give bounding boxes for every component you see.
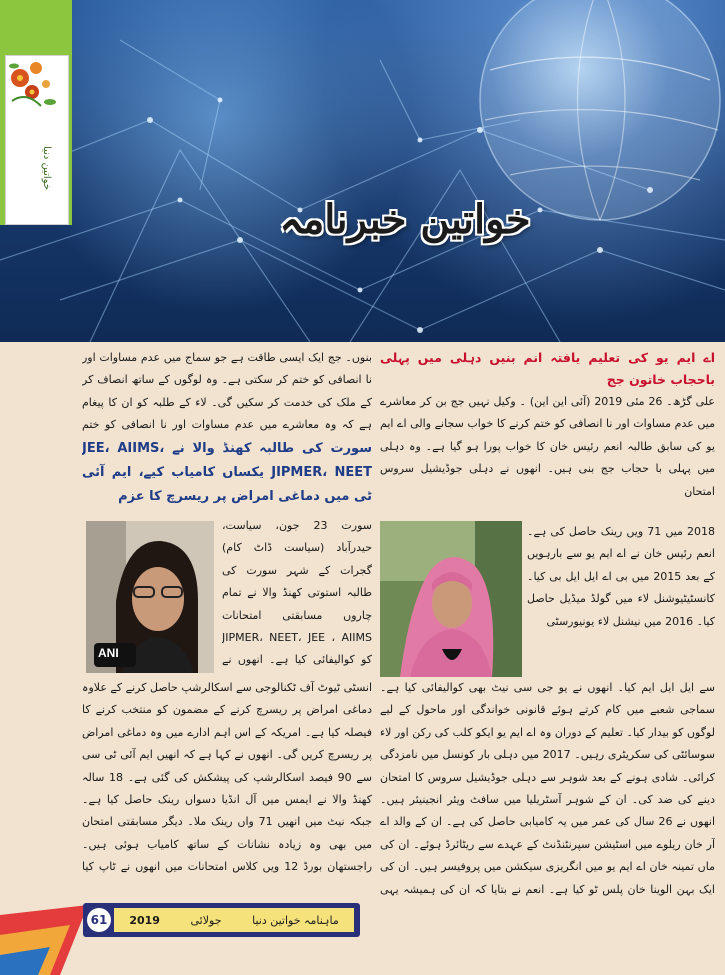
judge-photo [380, 521, 522, 677]
article1-paragraph: 2018 میں 71 ویں رینک حاصل کی ہے۔ انعم رئیس خان نے اے ایم یو سے بارہویں کے بعد 2015 میں بی اے ایل ایل بی کیا۔ کانسٹیٹیوشنل لاء میں گولڈ میڈیل حاصل کیا۔ 2016 میں نیشنل لاء یونیورسٹی [527, 525, 715, 628]
flower-decoration-icon [6, 56, 68, 116]
article1-headline: اے ایم یو کی تعلیم یافتہ انم بنیں دہلی میں پہلی باحجاب خاتون جج [380, 350, 715, 387]
article2-headline: سورت کی طالبہ کھنڈ والا نے JEE، AIIMS، JIPMER، NEET یکساں کامیاب کیے، ایم آئی ٹی میں دماغی امراض پر ریسرچ کا عزم [82, 441, 372, 504]
article2-paragraph: سورت 23 جون، سیاست، حیدرآباد (سیاست ڈاٹ کام) گجرات کے شہر سورت کی طالبہ استوتی کھنڈ والا نے تمام چاروں مسابقتی امتحانات JIPMER، NEET، JEE ، AIIMS کو کوالیفائی کیا ہے۔ انھوں نے [222, 519, 372, 667]
side-logo-card [5, 55, 69, 225]
page-number: 61 [87, 908, 111, 932]
footer-info [114, 908, 354, 932]
article2-paragraph: انسٹی ٹیوٹ آف ٹکنالوجی سے اسکالرشپ حاصل کرنے کے علاوہ دماغی امراض پر ریسرچ کرنے کے مضمون کو منتخب کرنے کا فیصلہ کیا ہے۔ امریکہ کے اس اہم ادارے میں وہ دماغی امراض پر ریسرچ کریں گی۔ انھوں نے کہا ہے کہ انھیں ایم آئی ٹی سی سے 90 فیصد اسکالرشپ کی پیشکش کی گئی ہے۔ 18 سالہ کھنڈ والا نے ایمس میں آل انڈیا دسواں رینک حاصل کیا ہے۔ جبکہ نیٹ میں انھیں 71 واں رینک ملا۔ دیگر مسابقتی امتحان میں بھی وہ زیادہ نشانات کے ساتھ کامیاب ہوئی ہیں۔ راجستھان بورڈ 12 ویں کلاس امتحانات میں انھوں نے ٹاپ کیا [82, 681, 372, 874]
article1-photo-row [380, 521, 715, 677]
article1-column [380, 347, 715, 896]
issue-year: 2019 [129, 913, 160, 927]
issue-month: جولائی [190, 913, 222, 927]
corner-decoration [0, 905, 88, 975]
student-photo [86, 521, 214, 673]
masthead-title: خواتین خبرنامہ [279, 196, 531, 243]
magazine-name: ماہنامہ خواتین دنیا [252, 913, 339, 927]
ani-mic-label: ANI [98, 646, 119, 660]
side-card-title: خواتین دنیا [41, 146, 52, 191]
header-banner [0, 0, 725, 342]
article2-column [82, 347, 372, 900]
article1-paragraph: سے ایل ایل ایم کیا۔ انھوں نے یو جی سی نیٹ بھی کوالیفائی کیا ہے۔ سماجی شعبے میں کام کرتے ہوئے قانونی خواندگی اور ماحول کے لیے لوگوں کو بیدار کیا۔ تعلیم کے دوران وہ اے ایم یو ایکو کلب کی رکن اور لاء سوسائٹی کی سکریٹری رہیں۔ 2017 میں دہلی بار کونسل میں نامزدگی کرائی۔ شادی ہونے کے بعد شوہر سے دہلی جوڈیشیل سروس کا امتحان دینے کی ضد کی۔ ان کے شوہر آسٹریلیا میں سافٹ ویئر انجینیئر ہیں۔ انھوں نے 26 سال کی عمر میں یہ کامیابی حاصل کی ہے۔ ان کے والد اے آر خان ریلوے میں اسٹیشن سپرنٹنڈنٹ کے عہدے سے ریٹائرڈ ہوئے۔ ان کی ماں تمینہ خان اے ایم یو میں انگریزی سیکشن میں پروفیسر ہیں۔ ان کی ایک بہن الوینا خان پلس ٹو کیا ہے۔ انعم نے بتایا کہ ان کی ہمیشہ یہی [380, 681, 715, 896]
article2-photo-row [82, 515, 372, 677]
circuit-background [0, 0, 725, 342]
article2-intro-paragraph: بنوں۔ جج ایک ایسی طاقت ہے جو سماج میں عدم مساوات اور نا انصافی کو ختم کر سکتی ہے۔ وہ لوگوں کے ساتھ انصاف کر کے ملک کی خدمت کر سکیں گی۔ لاء کے طلبہ کو ان کا پیغام ہے کہ وہ معاشرے میں عدم مساوات اور نا انصافی کو ختم [82, 351, 372, 432]
article1-paragraph: علی گڑھ۔ 26 مئی 2019 (آئی این این) ۔ وکیل نہیں جج بن کر معاشرے میں عدم مساوات اور نا انصافی کو ختم کرنے کا خواب سجانے والی اے ایم یو کی سابق طالبہ انعم رئیس خان کا خواب پورا ہو گیا ہے۔ وہ دہلی میں پہلی با حجاب جج بنی ہیں۔ انھوں نے دہلی جوڈیشیل سروس امتحان [380, 395, 715, 498]
